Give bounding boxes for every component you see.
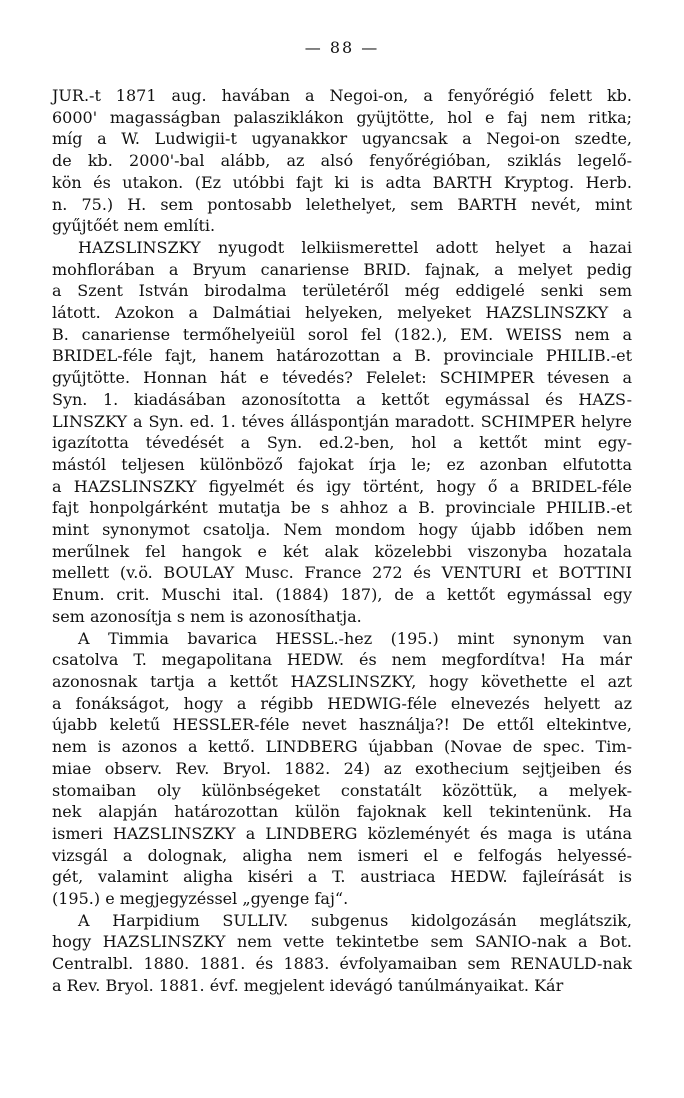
text-line: Enum. crit. Muschi ital. (1884) 187), de a kettőt egymással egy — [52, 585, 632, 605]
text-line: újabb keletű HESSLER-féle nevet használja?! De ettől eltekintve, — [52, 715, 632, 735]
text-line: mohflorában a Bryum canariense BRID. fajnak, a melyet pedig — [52, 259, 632, 279]
text-line: a Szent István birodalma területéről még eddigelé senki sem — [52, 281, 632, 301]
text-line: merűlnek fel hangok e két alak közelebbi viszonyba hozatala — [52, 541, 632, 561]
text-line: mellett (v.ö. BOULAY Musc. France 272 és VENTURI et BOTTINI — [52, 563, 632, 583]
paragraph — [52, 85, 632, 237]
text-line: LINSZKY a Syn. ed. 1. téves álláspontján maradott. SCHIMPER helyre — [52, 411, 632, 431]
text-line: mástól teljesen különböző fajokat írja le; ez azonban elfutotta — [52, 454, 632, 474]
text-line: csatolva T. megapolitana HEDW. és nem megfordítva! Ha már — [52, 650, 632, 670]
text-line: hogy HAZSLINSZKY nem vette tekintetbe sem SANIO-nak a Bot. — [52, 932, 632, 952]
text-line: 6000' magasságban palasziklákon gyüjtötte, hol e faj nem ritka; — [52, 107, 632, 127]
text-line: mint synonymot csatolja. Nem mondom hogy újabb időben nem — [52, 520, 632, 540]
text-line: stomaiban oly különbségeket constatált közöttük, a melyek- — [52, 780, 632, 800]
text-line: nem is azonos a kettő. LINDBERG újabban (Novae de spec. Tim- — [52, 737, 632, 757]
text-line: látott. Azokon a Dalmátiai helyeken, melyeket HAZSLINSZKY a — [52, 303, 632, 323]
text-line: gyűjtőét nem említi. — [52, 216, 216, 236]
text-line: sem azonosítja s nem is azonosíthatja. — [52, 606, 362, 626]
text-line: a Rev. Bryol. 1881. évf. megjelent idevágó tanúlmányaikat. Kár — [52, 975, 564, 995]
text-line: A Harpidium SULLIV. subgenus kidolgozásán meglátszik, — [78, 910, 632, 930]
text-line: de kb. 2000'-bal alább, az alsó fenyőrégióban, sziklás legelő- — [52, 151, 632, 171]
text-line: B. canariense termőhelyeiül sorol fel (182.), EM. WEISS nem a — [52, 324, 632, 344]
text-line: a fonákságot, hogy a régibb HEDWIG-féle elnevezés helyett az — [52, 693, 632, 713]
text-line: JUR.-t 1871 aug. havában a Negoi-on, a fenyőrégió felett kb. — [52, 86, 632, 105]
text-line: fajt honpolgárként mutatja be s ahhoz a B. provinciale PHILIB.-et — [52, 498, 632, 518]
text-line: Syn. 1. kiadásában azonosította a kettőt egymással és HAZS- — [52, 389, 632, 409]
text-line: vizsgál a dolognak, aligha nem ismeri el e felfogás helyessé- — [52, 845, 632, 865]
page-number: — 88 — — [304, 38, 380, 57]
text-line: gét, valamint aligha kiséri a T. austriaca HEDW. fajleírását is — [52, 867, 632, 887]
text-line: nek alapján határozottan külön fajoknak kell tekintenünk. Ha — [52, 802, 632, 822]
text-line: miae observ. Rev. Bryol. 1882. 24) az exothecium sejtjeiben és — [52, 758, 632, 778]
text-line: igazította tévedését a Syn. ed.2-ben, hol a kettőt mint egy- — [52, 433, 632, 453]
text-line: n. 75.) H. sem pontosabb lelethelyet, sem BARTH nevét, mint — [52, 194, 632, 214]
text-line: (195.) e megjegyzéssel „gyenge faj“. — [52, 889, 349, 909]
text-line: A Timmia bavarica HESSL.-hez (195.) mint synonym van — [78, 628, 632, 648]
text-line: a HAZSLINSZKY figyelmét és igy történt, hogy ő a BRIDEL-féle — [52, 476, 632, 496]
text-line: Centralbl. 1880. 1881. és 1883. évfolyamaiban sem RENAULD-nak — [52, 954, 632, 974]
paragraph — [52, 628, 632, 910]
text-line: gyűjtötte. Honnan hát e tévedés? Felelet: SCHIMPER tévesen a — [52, 368, 632, 388]
text-line: ismeri HAZSLINSZKY a LINDBERG közleményét és maga is utána — [52, 823, 632, 843]
book-page — [52, 38, 632, 997]
text-line: BRIDEL-féle fajt, hanem határozottan a B. provinciale PHILIB.-et — [52, 346, 632, 366]
paragraph — [52, 910, 632, 997]
text-line: kön és utakon. (Ez utóbbi fajt ki is adta BARTH Kryptog. Herb. — [52, 172, 632, 192]
text-line: HAZSLINSZKY nyugodt lelkiismerettel adott helyet a hazai — [78, 237, 632, 257]
paragraph — [52, 237, 632, 628]
text-line: míg a W. Ludwigii-t ugyanakkor ugyancsak a Negoi-on szedte, — [52, 129, 632, 149]
text-body — [52, 85, 632, 997]
text-line: azonosnak tartja a kettőt HAZSLINSZKY, hogy követhette el azt — [52, 671, 632, 691]
